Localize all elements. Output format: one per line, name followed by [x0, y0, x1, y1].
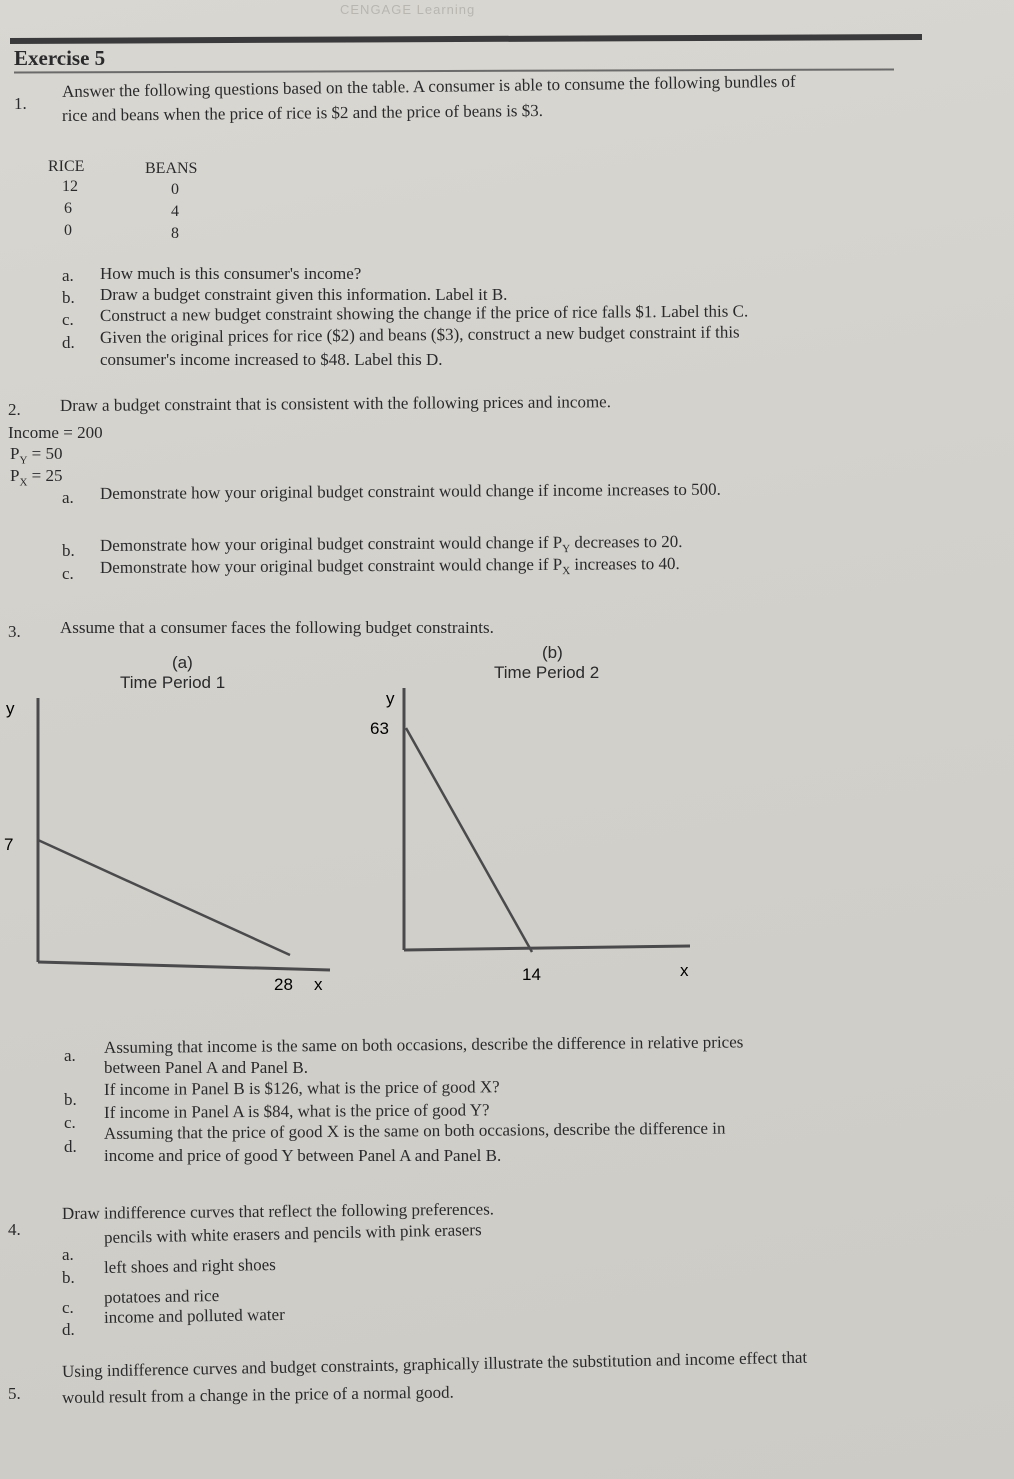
table-cell: 6 [64, 200, 72, 217]
q2-item-label: b. [62, 541, 75, 560]
q3-item-text: If income in Panel B is $126, what is the price of good X? [103, 1077, 500, 1099]
q5-text-line1: Using indifference curves and budget constraints, graphically illustrate the substitution and income effect that [61, 1347, 808, 1381]
q2-price-x: $P_X = 25$ [10, 466, 63, 489]
q3-item-text-cont: between Panel A and Panel B. [104, 1058, 308, 1077]
q1-item-label: a. [62, 266, 74, 285]
table-cell: 12 [62, 178, 78, 195]
chart-b-x-axis-label: x [680, 961, 689, 980]
q4-number: 4. [8, 1220, 21, 1239]
q4-item-text: left shoes and right shoes [103, 1255, 276, 1277]
chart-a [0, 690, 340, 1000]
q4-item-text: potatoes and rice [103, 1285, 220, 1307]
q4-item-label: b. [62, 1268, 75, 1287]
q1-text-line1: Answer the following questions based on the table. A consumer is able to consume the following bundles of [61, 71, 796, 101]
chart-a-x-axis-label: x [314, 975, 323, 994]
chart-a-y-axis-label: y [6, 699, 15, 718]
chart-b-x-axis [404, 946, 690, 950]
q4-item-text: income and polluted water [103, 1304, 285, 1327]
q1-item-text: Construct a new budget constraint showing the change if the price of rice falls $1. Label this C. [99, 301, 749, 325]
q1-number: 1. [14, 94, 27, 113]
table-cell: 8 [171, 225, 179, 242]
q3-item-label: c. [64, 1113, 76, 1132]
q3-item-text: Assuming that the price of good X is the same on both occasions, describe the difference in [103, 1118, 726, 1143]
q2-price-y: $P_Y = 50$ [10, 444, 63, 467]
q2-item-label: c. [62, 564, 74, 583]
q1-item-label: c. [62, 310, 74, 329]
q1-item-label: b. [62, 288, 75, 307]
q3-item-label: a. [64, 1046, 76, 1065]
publisher-watermark: CENGAGE Learning [340, 2, 476, 17]
q1-item-text: Given the original prices for rice ($2) and beans ($3), construct a new budget constraint if this [99, 322, 740, 347]
q3-number: 3. [8, 622, 21, 641]
q2-number: 2. [8, 400, 21, 419]
chart-b-y-axis-label: y [386, 689, 395, 708]
q2-item-text: Demonstrate how your original budget constraint would change if income increases to 500. [99, 479, 721, 503]
chart-b-title: Time Period 2 [494, 663, 600, 682]
q3-item-text: Assuming that income is the same on both occasions, describe the difference in relative prices [103, 1032, 744, 1057]
q2-text-line1: Draw a budget constraint that is consistent with the following prices and income. [59, 392, 612, 415]
q4-item-label: a. [62, 1245, 74, 1264]
q1-item-text: How much is this consumer's income? [100, 264, 362, 283]
q5-number: 5. [8, 1384, 21, 1403]
q4-item-text: pencils with white erasers and pencils with pink erasers [103, 1220, 482, 1247]
q3-item-label: b. [64, 1090, 77, 1109]
chart-a-x-intercept-label: 28 [274, 975, 293, 994]
table-cell: 0 [64, 222, 72, 239]
q2-item-text: Demonstrate how your original budget constraint would change if $P_Y$ decreases to 20. [99, 531, 683, 556]
q1-item-label: d. [62, 333, 75, 352]
q3-item-text: If income in Panel A is $84, what is the price of good Y? [103, 1100, 490, 1122]
q4-item-label: d. [62, 1320, 75, 1339]
chart-b [360, 680, 710, 990]
chart-b-y-intercept-label: 63 [370, 719, 389, 738]
chart-a-title: Time Period 1 [120, 673, 226, 692]
q1-item-text-cont: consumer's income increased to $48. Label this D. [100, 350, 443, 369]
q4-item-label: c. [62, 1298, 74, 1317]
q4-text-line1: Draw indifference curves that reflect the following preferences. [61, 1199, 495, 1223]
chart-a-budget-line [38, 840, 290, 955]
q1-item-text: Draw a budget constraint given this information. Label it B. [100, 285, 508, 304]
chart-b-panel-label: (b) [542, 643, 563, 662]
header-rule [10, 34, 922, 44]
chart-a-x-axis [38, 962, 330, 970]
chart-a-panel-label: (a) [172, 653, 193, 672]
q1-text-line2: rice and beans when the price of rice is $2 and the price of beans is $3. [61, 100, 544, 125]
chart-b-budget-line [406, 728, 532, 952]
table-cell: 4 [171, 203, 179, 220]
table-header-rice: RICE [48, 158, 85, 175]
chart-a-y-intercept-label: 7 [4, 835, 14, 854]
q5-text-line2: would result from a change in the price of a normal good. [61, 1382, 454, 1407]
q2-item-label: a. [62, 488, 74, 507]
q3-item-text-cont: income and price of good Y between Panel A and Panel B. [104, 1146, 502, 1165]
table-cell: 0 [171, 181, 179, 198]
table-header-beans: BEANS [145, 160, 198, 177]
q2-income: Income = 200 [8, 423, 103, 442]
q2-item-text: Demonstrate how your original budget constraint would change if $P_X$ increases to 40. [99, 553, 680, 578]
q3-text-line1: Assume that a consumer faces the following budget constraints. [60, 618, 494, 637]
q3-item-label: d. [64, 1137, 77, 1156]
page-title: Exercise 5 [14, 46, 106, 70]
chart-b-x-intercept-label: 14 [522, 965, 541, 984]
